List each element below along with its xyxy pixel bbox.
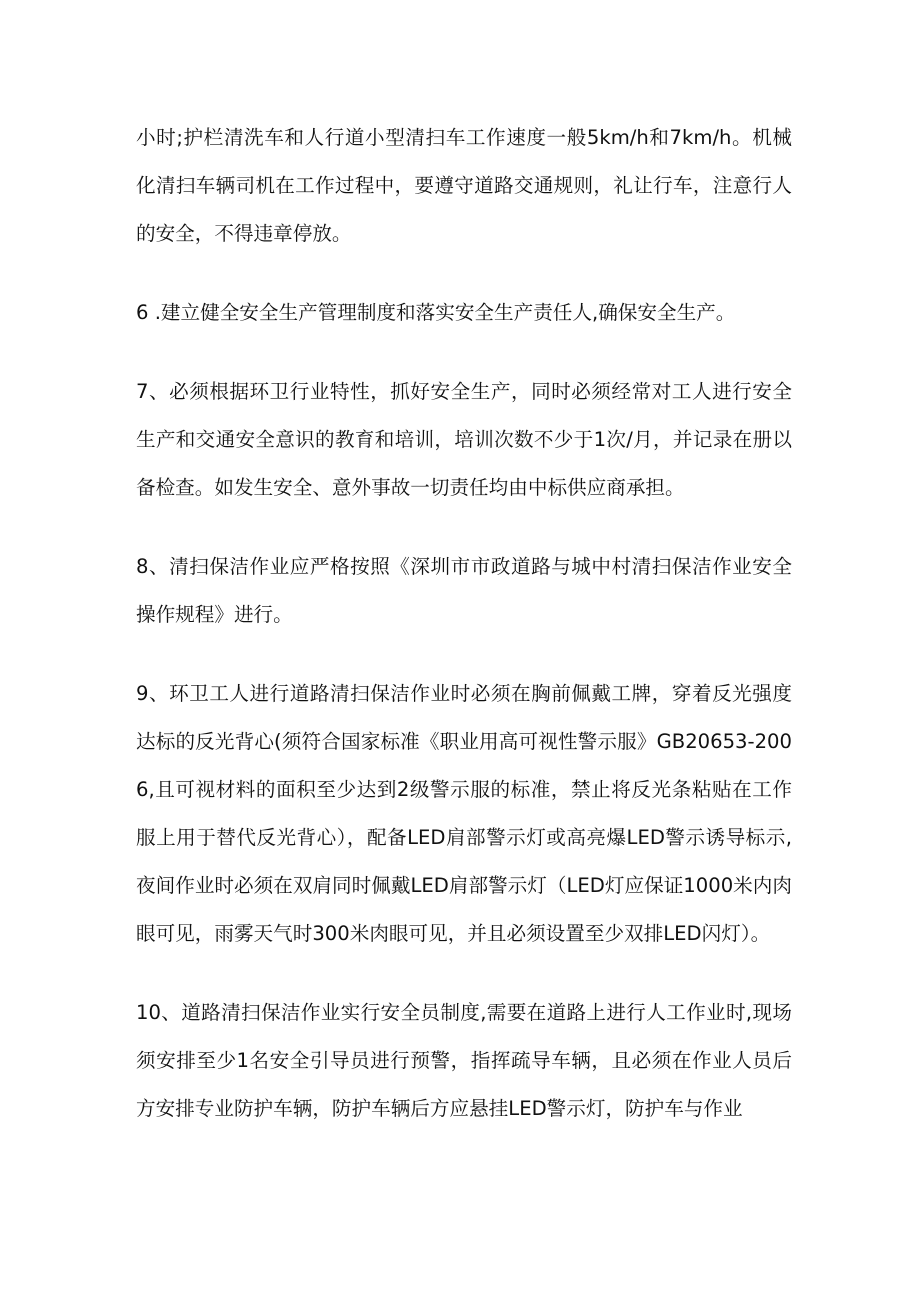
paragraph-item-9: 9、环卫工人进行道路清扫保洁作业时必须在胸前佩戴工牌，穿着反光强度达标的反光背心(须符合国家标准《职业用高可视性警示服》GB20653-2006,且可视材料的面积至少达到2级警示服的标准，禁止将反光条粘贴在工作服上用于替代反光背心），配备LED肩部警示灯或高亮爆LED警示诱导标示,夜间作业时必须在双肩同时佩戴LED肩部警示灯（LED灯应保证1000米内肉眼可见，雨雾天气时300米肉眼可见，并且必须设置至少双排LED闪灯）。: [136, 682, 792, 945]
paragraph-item-6: 6 .建立健全安全生产管理制度和落实安全生产责任人,确保安全生产。: [136, 301, 736, 324]
paragraph-item-10: 10、道路清扫保洁作业实行安全员制度,需要在道路上进行人工作业时,现场须安排至少1名安全引导员进行预警，指挥疏导车辆，且必须在作业人员后方安排专业防护车辆，防护车辆后方应悬挂LED警示灯，防护车与作业: [136, 1001, 792, 1120]
paragraph-continuation: 小时;护栏清洗车和人行道小型清扫车工作速度一般5km/h和7km/h。机械化清扫车辆司机在工作过程中，要遵守道路交通规则，礼让行车，注意行人的安全，不得违章停放。: [136, 126, 792, 245]
document-body: [136, 114, 792, 1133]
paragraph-item-7: 7、必须根据环卫行业特性，抓好安全生产，同时必须经常对工人进行安全生产和交通安全意识的教育和培训，培训次数不少于1次/月，并记录在册以备检查。如发生安全、意外事故一切责任均由中标供应商承担。: [136, 380, 792, 499]
paragraph-item-8: 8、清扫保洁作业应严格按照《深圳市市政道路与城中村清扫保洁作业安全操作规程》进行。: [136, 555, 792, 626]
